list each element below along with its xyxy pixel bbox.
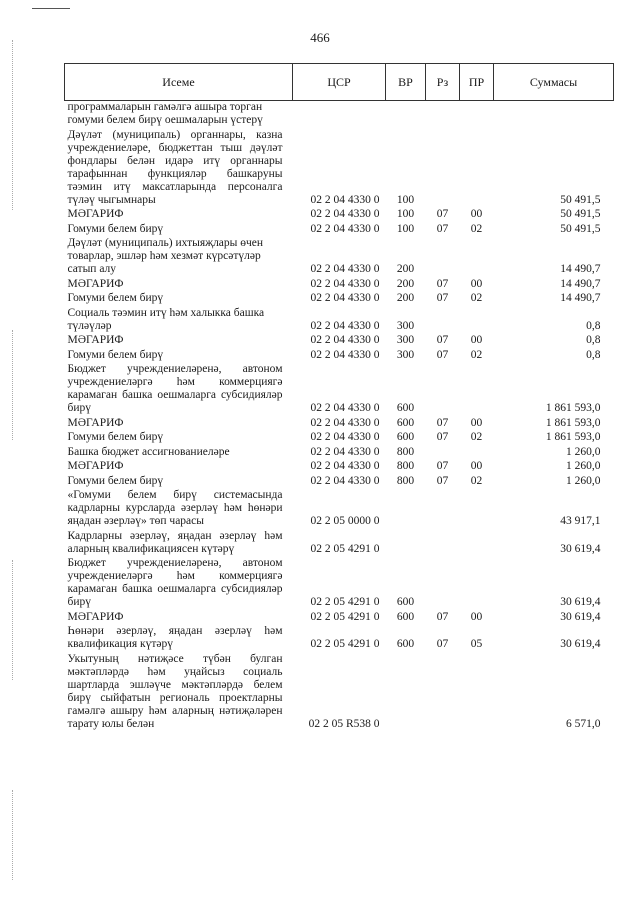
- table-row: [65, 431, 614, 446]
- cell-sum: 50 491,5: [560, 193, 601, 206]
- margin-dots: [12, 790, 13, 880]
- top-rule: [32, 8, 70, 9]
- cell-pr: [460, 363, 494, 417]
- cell-name: МӘГАРИФ: [67, 277, 124, 290]
- cell-csr: 02 2 04 4330 0: [310, 445, 380, 458]
- cell-name: МӘГАРИФ: [67, 416, 124, 429]
- cell-vr: 100: [396, 193, 415, 206]
- cell-sum: 1 861 593,0: [545, 431, 601, 443]
- cell-name: Гомуми белем бирү: [67, 431, 164, 443]
- header-csr: ЦСР: [293, 64, 386, 101]
- cell-pr: 05: [470, 638, 483, 650]
- cell-pr: 00: [470, 610, 483, 623]
- cell-name: «Гомуми белем бирү системасында кадрларны курсларда әзерләү һәм һөнәри яңадан әзерләү» төп чарасы: [67, 489, 283, 527]
- margin-dots: [12, 40, 13, 210]
- cell-csr: 02 2 05 4291 0: [310, 542, 380, 555]
- cell-csr: 02 2 04 4330 0: [310, 319, 380, 332]
- cell-sum: 1 861 593,0: [545, 416, 601, 429]
- table-row: [65, 334, 614, 349]
- cell-name: Гомуми белем бирү: [67, 474, 164, 487]
- cell-name: МӘГАРИФ: [67, 460, 124, 472]
- cell-pr: [460, 129, 494, 209]
- cell-sum: 30 619,4: [560, 542, 601, 555]
- cell-pr: 00: [470, 334, 483, 346]
- cell-name: Гомуми белем бирү: [67, 292, 164, 304]
- cell-csr: 02 2 04 4330 0: [310, 402, 380, 414]
- cell-pr: [460, 653, 494, 733]
- header-vr: ВР: [386, 64, 426, 101]
- cell-csr: 02 2 04 4330 0: [310, 460, 380, 472]
- cell-name: Башка бюджет ассигнованиеләре: [67, 445, 230, 458]
- cell-rz: 07: [436, 431, 449, 443]
- cell-csr: 02 2 04 4330 0: [310, 263, 380, 275]
- cell-name: Гомуми белем бирү: [67, 348, 164, 361]
- cell-name: МӘГАРИФ: [67, 334, 124, 346]
- cell-rz: [426, 489, 460, 530]
- cell-sum: 14 490,7: [560, 292, 601, 304]
- cell-rz: 07: [436, 277, 449, 290]
- cell-vr: [386, 653, 426, 733]
- cell-csr: 02 2 04 4330 0: [310, 431, 380, 443]
- cell-sum: 0,8: [586, 348, 601, 361]
- table-row: [65, 489, 614, 530]
- cell-rz: 07: [436, 416, 449, 429]
- cell-vr: 800: [396, 445, 415, 458]
- cell-name: Һөнәри әзерләү, яңадан әзерләү һәм квалификация күтәрү: [67, 625, 283, 650]
- cell-pr: [460, 101, 494, 129]
- cell-vr: 100: [396, 208, 415, 220]
- cell-sum: 1 260,0: [566, 474, 601, 487]
- cell-pr: 00: [470, 460, 483, 472]
- margin-dots: [12, 330, 13, 440]
- table-row: [65, 446, 614, 461]
- table-row: [65, 611, 614, 626]
- header-name: Исеме: [65, 64, 293, 101]
- cell-vr: 600: [396, 431, 415, 443]
- cell-pr: [460, 237, 494, 278]
- cell-vr: 200: [396, 277, 415, 290]
- cell-rz: [426, 446, 460, 461]
- cell-csr: 02 2 04 4330 0: [310, 474, 380, 487]
- cell-sum: 1 861 593,0: [545, 402, 601, 414]
- cell-sum: 43 917,1: [560, 515, 601, 527]
- table-row: [65, 475, 614, 490]
- cell-name: программаларын гамәлгә ашыра торган гомуми белем бирү оешмаларын үстерү: [67, 101, 263, 126]
- header-rz: Рз: [426, 64, 460, 101]
- table-row: [65, 129, 614, 209]
- cell-pr: 00: [470, 208, 483, 220]
- cell-vr: 200: [396, 292, 415, 304]
- cell-sum: 0,8: [586, 334, 601, 346]
- cell-sum: 30 619,4: [560, 596, 601, 608]
- cell-rz: [426, 530, 460, 558]
- cell-sum: 0,8: [586, 319, 601, 332]
- cell-vr: 600: [396, 402, 415, 414]
- cell-csr: 02 2 04 4330 0: [310, 208, 380, 220]
- page-number: 466: [310, 30, 330, 45]
- cell-vr: [386, 101, 426, 129]
- table-row: [65, 417, 614, 432]
- cell-csr: 02 2 04 4330 0: [310, 277, 380, 290]
- cell-rz: [426, 101, 460, 129]
- cell-rz: [426, 129, 460, 209]
- cell-vr: 200: [396, 263, 415, 275]
- cell-csr: 02 2 04 4330 0: [310, 334, 380, 346]
- cell-csr: 02 2 04 4330 0: [310, 222, 380, 235]
- cell-rz: [426, 557, 460, 611]
- cell-csr: 02 2 05 4291 0: [310, 596, 380, 608]
- cell-csr: 02 2 05 4291 0: [310, 638, 380, 650]
- table-row: [65, 363, 614, 417]
- cell-name: МӘГАРИФ: [67, 208, 124, 220]
- table-row: [65, 278, 614, 293]
- cell-vr: [386, 530, 426, 558]
- cell-vr: 600: [396, 596, 415, 608]
- cell-rz: [426, 237, 460, 278]
- cell-csr: 02 2 05 0000 0: [310, 515, 380, 527]
- cell-vr: [386, 489, 426, 530]
- cell-vr: 600: [396, 638, 415, 650]
- cell-rz: 07: [436, 208, 449, 220]
- cell-vr: 600: [396, 610, 415, 623]
- cell-sum: 50 491,5: [560, 208, 601, 220]
- cell-rz: 07: [436, 292, 449, 304]
- table-row: [65, 625, 614, 653]
- table-row: [65, 460, 614, 475]
- cell-rz: 07: [436, 610, 449, 623]
- cell-vr: 300: [396, 334, 415, 346]
- budget-table: [64, 63, 614, 732]
- cell-sum: 30 619,4: [560, 638, 601, 650]
- cell-sum: 30 619,4: [560, 610, 601, 623]
- cell-rz: [426, 363, 460, 417]
- table-row: [65, 101, 614, 129]
- cell-pr: 02: [470, 222, 483, 235]
- cell-rz: 07: [436, 222, 449, 235]
- cell-vr: 300: [396, 319, 415, 332]
- cell-name: Дәүләт (муниципаль) ихтыяҗлары өчен товарлар, эшләр һәм хезмәт күрсәтүләр сатып алу: [67, 237, 264, 275]
- cell-sum: 1 260,0: [566, 445, 601, 458]
- table-row: [65, 292, 614, 307]
- cell-vr: 600: [396, 416, 415, 429]
- margin-dots: [12, 560, 13, 680]
- table-row: [65, 237, 614, 278]
- cell-pr: 00: [470, 416, 483, 429]
- table-row: [65, 653, 614, 733]
- cell-name: Бюджет учреждениеләренә, автоном учреждениеләргә һәм коммерциягә карамаган башка оешмаларга субсидияләр бирү: [67, 557, 283, 608]
- cell-rz: 07: [436, 348, 449, 361]
- cell-pr: 02: [470, 474, 483, 487]
- cell-rz: [426, 653, 460, 733]
- cell-pr: [460, 489, 494, 530]
- cell-sum: [494, 101, 614, 129]
- cell-name: Кадрларны әзерләү, яңадан әзерләү һәм аларның квалификациясен күтәрү: [67, 529, 283, 555]
- cell-rz: [426, 307, 460, 335]
- cell-csr: 02 2 05 4291 0: [310, 610, 380, 623]
- cell-csr: 02 2 04 4330 0: [310, 193, 380, 206]
- cell-sum: 1 260,0: [566, 460, 601, 472]
- header-sum: Суммасы: [494, 64, 614, 101]
- cell-vr: 800: [396, 474, 415, 487]
- cell-rz: 07: [436, 638, 449, 650]
- cell-vr: 100: [396, 222, 415, 235]
- cell-pr: [460, 530, 494, 558]
- table-row: [65, 223, 614, 238]
- table-row: [65, 557, 614, 611]
- cell-pr: 00: [470, 277, 483, 290]
- header-pr: ПР: [460, 64, 494, 101]
- cell-name: Укытуның нәтиҗәсе түбән булган мәктәпләрдә һәм уңайсыз социаль шартларда эшләүче мәктәпләрдә белем бирү сыйфатын региональ проектларны гамәлгә ашыру һәм аларның нәтиҗәләрен тарату юлы белән: [67, 652, 283, 730]
- cell-name: Дәүләт (муниципаль) органнары, казна учреждениеләре, бюджеттан тыш дәүләт фондлары белән идарә итү органнары тарафыннан функцияләр башкаруны тәэмин итү максатларында персоналга түләү чыгымнары: [67, 128, 283, 206]
- cell-pr: [460, 307, 494, 335]
- cell-csr: 02 2 04 4330 0: [310, 292, 380, 304]
- cell-name: Бюджет учреждениеләренә, автоном учреждениеләргә һәм коммерциягә карамаган башка оешмаларга субсидияләр бирү: [67, 363, 283, 414]
- cell-vr: 800: [396, 460, 415, 472]
- table-header-row: [65, 64, 614, 101]
- cell-pr: 02: [470, 292, 483, 304]
- cell-name: Гомуми белем бирү: [67, 222, 164, 235]
- cell-rz: 07: [436, 474, 449, 487]
- cell-csr: 02 2 05 R538 0: [308, 717, 380, 730]
- cell-csr: 02 2 04 4330 0: [310, 348, 380, 361]
- table-row: [65, 208, 614, 223]
- cell-csr: [293, 101, 386, 129]
- cell-sum: 14 490,7: [560, 263, 601, 275]
- cell-pr: [460, 557, 494, 611]
- cell-pr: 02: [470, 431, 483, 443]
- cell-sum: 6 571,0: [566, 717, 601, 730]
- cell-sum: 14 490,7: [560, 277, 601, 290]
- cell-vr: 300: [396, 348, 415, 361]
- cell-name: МӘГАРИФ: [67, 610, 124, 623]
- cell-csr: 02 2 04 4330 0: [310, 416, 380, 429]
- cell-pr: 02: [470, 348, 483, 361]
- cell-sum: 50 491,5: [560, 222, 601, 235]
- cell-rz: 07: [436, 460, 449, 472]
- cell-pr: [460, 446, 494, 461]
- table-row: [65, 530, 614, 558]
- table-row: [65, 349, 614, 364]
- cell-rz: 07: [436, 334, 449, 346]
- cell-name: Социаль тәэмин итү һәм халыкка башка түләүләр: [67, 306, 265, 332]
- table-row: [65, 307, 614, 335]
